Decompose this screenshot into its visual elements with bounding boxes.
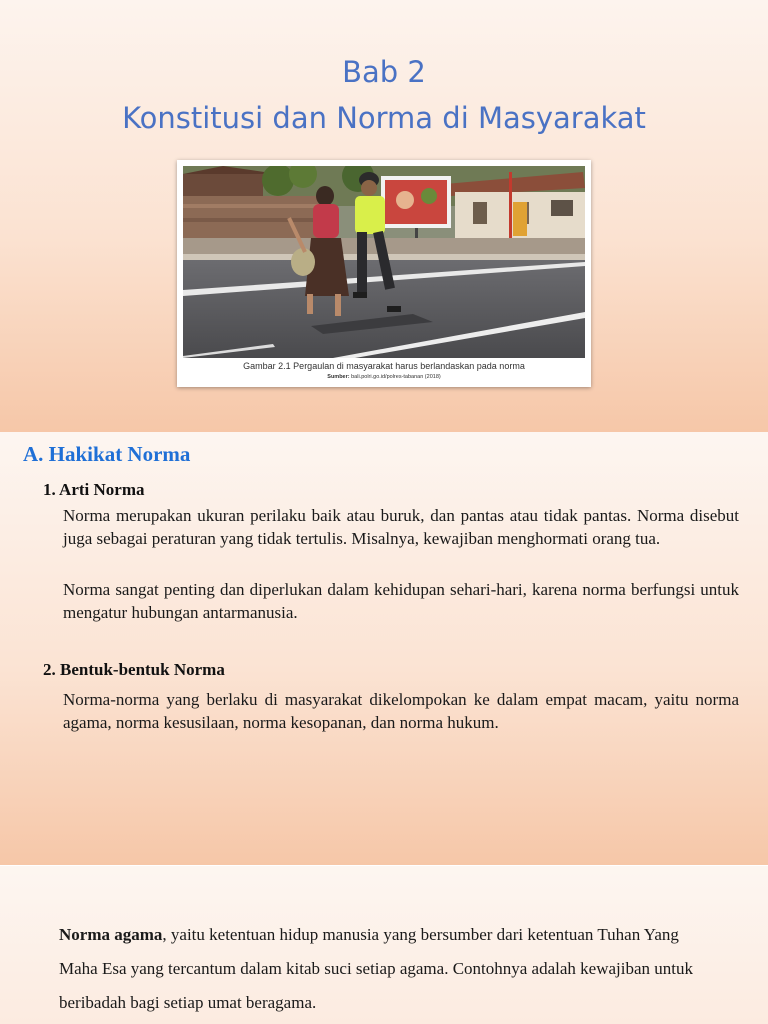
photo-caption: Gambar 2.1 Pergaulan di masyarakat harus berlandaskan pada norma (243, 361, 525, 371)
subheading-arti-norma: 1. Arti Norma (43, 480, 145, 499)
slide-title (0, 0, 768, 432)
paragraph-bentuk-norma: Norma-norma yang berlaku di masyarakat dikelompokan ke dalam empat macam, yaitu norma agama, norma kesusilaan, norma kesopanan, dan norma hukum. (63, 690, 739, 732)
chapter-title: Konstitusi dan Norma di Masyarakat (122, 101, 646, 135)
chapter-number: Bab 2 (342, 55, 426, 89)
subheading-bentuk-norma: 2. Bentuk-bentuk Norma (43, 660, 225, 679)
source-text: bali.polri.go.id/polres-tabanan (2018) (351, 374, 441, 380)
street-scene-photo (183, 166, 585, 358)
slide-norma-agama (0, 866, 768, 1024)
section-heading: A. Hakikat Norma (23, 442, 191, 466)
paragraph-arti-norma-1: Norma merupakan ukuran perilaku baik atau buruk, dan pantas atau tidak pantas. Norma disebut juga sebagai peraturan yang tidak tertulis. Misalnya, kewajiban menghormati orang tua. (63, 506, 739, 548)
slide-hakikat-norma (0, 432, 768, 865)
definition-norma-agama: , yaitu ketentuan hidup manusia yang bersumber dari ketentuan Tuhan Yang Maha Esa yang tercantum dalam kitab suci setiap agama. Contohnya adalah kewajiban untuk beribadah bagi setiap umat beragama. (59, 925, 693, 1012)
source-label: Sumber: (327, 374, 350, 380)
photo-figure (177, 160, 591, 387)
paragraph-arti-norma-2: Norma sangat penting dan diperlukan dalam kehidupan sehari-hari, karena norma berfungsi untuk mengatur hubungan antarmanusia. (63, 580, 739, 622)
paragraph-norma-agama (59, 918, 719, 1020)
term-norma-agama: Norma agama (59, 925, 163, 944)
photo-source (177, 374, 591, 380)
